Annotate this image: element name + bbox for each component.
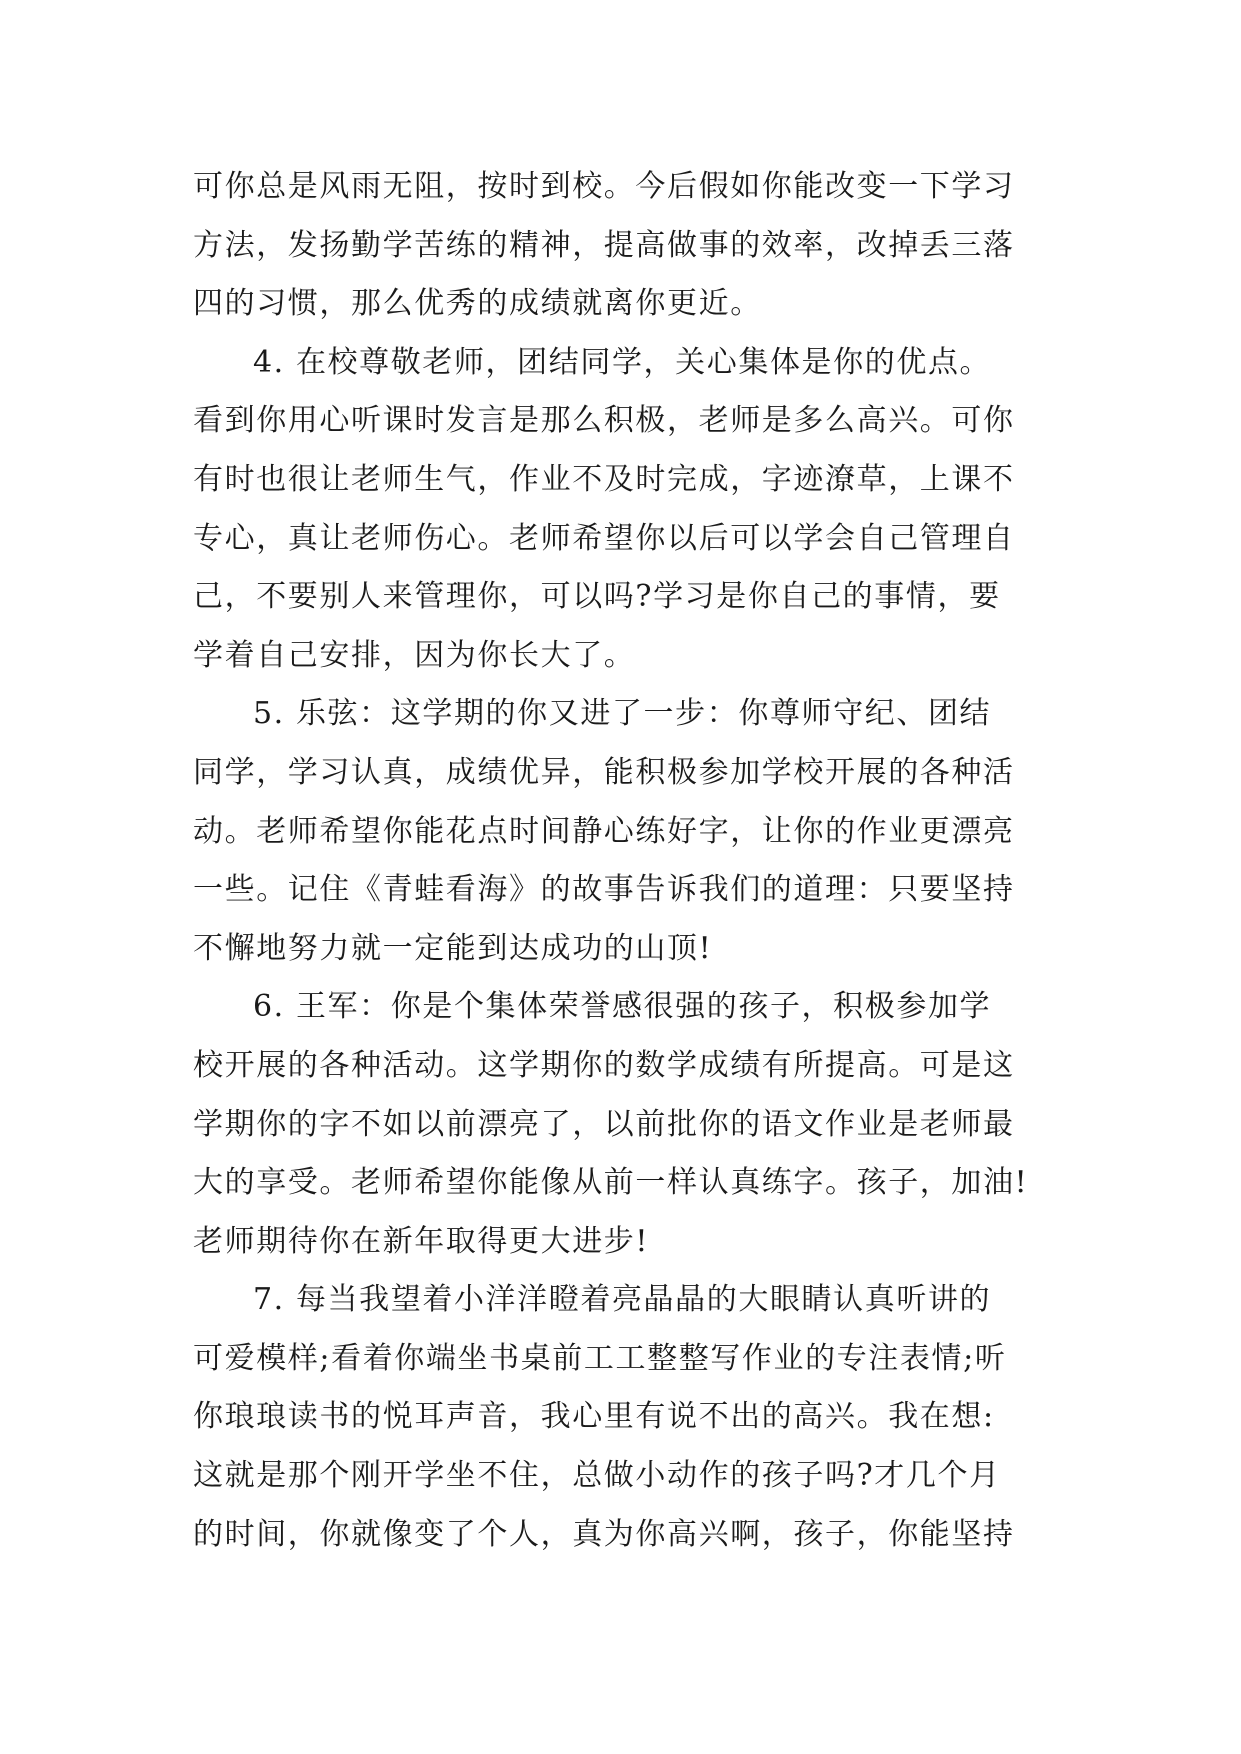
text-line: 这就是那个刚开学坐不住，总做小动作的孩子吗?才几个月 [193, 1458, 1001, 1494]
text-line: 4. 在校尊敬老师，团结同学，关心集体是你的优点。 [253, 344, 992, 380]
text-line: 一些。记住《青蛙看海》的故事告诉我们的道理：只要坚持 [193, 872, 1015, 908]
text-line: 6. 王军：你是个集体荣誉感很强的孩子，积极参加学 [253, 989, 992, 1025]
text-line: 校开展的各种活动。这学期你的数学成绩有所提高。可是这 [193, 1047, 1015, 1083]
text-line: 的时间，你就像变了个人，真为你高兴啊，孩子，你能坚持 [193, 1516, 1015, 1552]
text-line: 老师期待你在新年取得更大进步! [193, 1223, 650, 1259]
text-line: 学着自己安排，因为你长大了。 [193, 637, 636, 673]
text-line: 方法，发扬勤学苦练的精神，提高做事的效率，改掉丢三落 [193, 227, 1015, 263]
text-line: 看到你用心听课时发言是那么积极，老师是多么高兴。可你 [193, 403, 1015, 439]
text-line: 四的习惯，那么优秀的成绩就离你更近。 [193, 286, 762, 322]
text-line: 不懈地努力就一定能到达成功的山顶! [193, 930, 713, 966]
text-line: 大的享受。老师希望你能像从前一样认真练字。孩子，加油! [193, 1165, 1029, 1201]
text-line: 可你总是风雨无阻，按时到校。今后假如你能改变一下学习 [193, 169, 1015, 204]
text-line: 可爱模样;看着你端坐书桌前工工整整写作业的专注表情;听 [193, 1340, 1007, 1376]
text-line: 己，不要别人来管理你，可以吗?学习是你自己的事情，要 [193, 579, 1001, 615]
text-line: 学期你的字不如以前漂亮了，以前批你的语文作业是老师最 [193, 1106, 1015, 1142]
text-line: 有时也很让老师生气，作业不及时完成，字迹潦草，上课不 [193, 461, 1015, 497]
text-line: 专心，真让老师伤心。老师希望你以后可以学会自己管理自 [193, 520, 1015, 556]
text-line: 5. 乐弦：这学期的你又进了一步：你尊师守纪、团结 [253, 696, 992, 732]
text-line: 7. 每当我望着小洋洋瞪着亮晶晶的大眼睛认真听讲的 [253, 1282, 992, 1318]
text-line: 同学，学习认真，成绩优异，能积极参加学校开展的各种活 [193, 754, 1015, 790]
document-body [193, 158, 1073, 1564]
text-line: 你琅琅读书的悦耳声音，我心里有说不出的高兴。我在想: [193, 1399, 995, 1435]
text-line: 动。老师希望你能花点时间静心练好字，让你的作业更漂亮 [193, 813, 1015, 849]
